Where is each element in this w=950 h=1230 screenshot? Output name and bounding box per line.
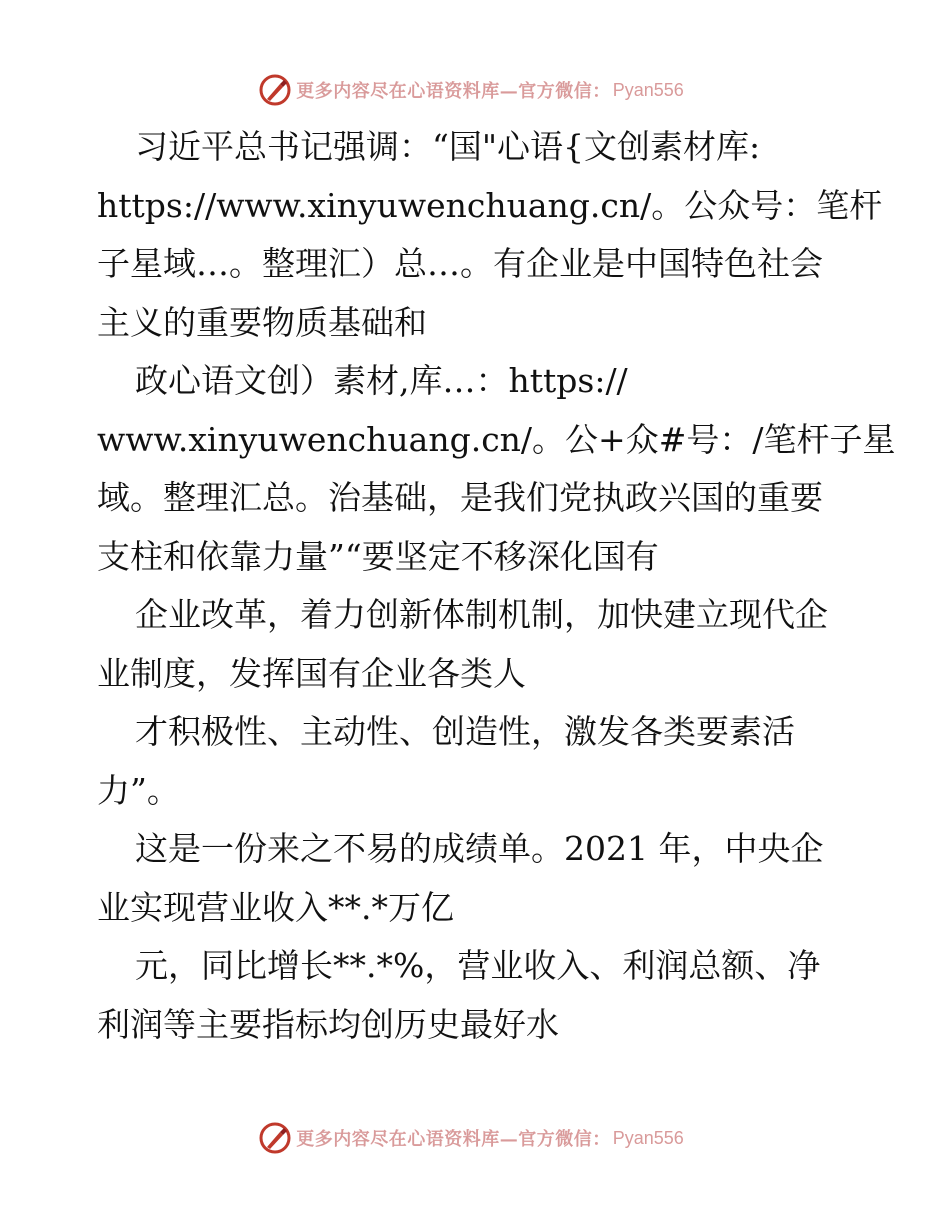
text-line: 这是一份来之不易的成绩单。2021 年，中央企 [135,829,824,868]
text-line: 习近平总书记强调：“国"心语{文创素材库: [135,127,761,166]
text-line: 元，同比增长**.*%，营业收入、利润总额、净 [135,946,821,985]
text-line: 支柱和依靠力量”“要坚定不移深化国有 [97,536,659,576]
text-line: 力”。 [97,770,180,810]
pen-logo-icon [258,73,292,107]
text-line: 子星域…。整理汇）总…。有企业是中国特色社会 [97,244,823,283]
text-line: 利润等主要指标均创历史最好水 [97,1004,559,1044]
banner-contact: Pyan556 [612,1127,684,1148]
text-line: www.xinyuwenchuang.cn/。公+众#号：/笔杆子星 [97,419,896,459]
text-line: 主义的重要物质基础和 [97,302,427,342]
document-body [97,118,896,1054]
text-line: 政心语文创）素材,库…：https:// [135,361,628,400]
text-line: 域。整理汇总。治基础，是我们党执政兴国的重要 [97,478,823,517]
pen-logo-icon [258,1121,292,1155]
text-line: https://www.xinyuwenchuang.cn/。公众号：笔杆 [97,185,883,225]
text-line: 企业改革，着力创新体制机制，加快建立现代企 [135,595,828,634]
banner-contact: Pyan556 [612,79,684,100]
text-line: 才积极性、主动性、创造性，激发各类要素活 [135,712,795,751]
header-banner [0,70,950,110]
banner-text: 更多内容尽在心语资料库—官方微信： [296,81,611,102]
text-line: 业实现营业收入**.*万亿 [97,887,454,927]
banner-text: 更多内容尽在心语资料库—官方微信： [296,1129,611,1150]
footer-banner [0,1118,950,1158]
text-line: 业制度，发挥国有企业各类人 [97,653,526,693]
